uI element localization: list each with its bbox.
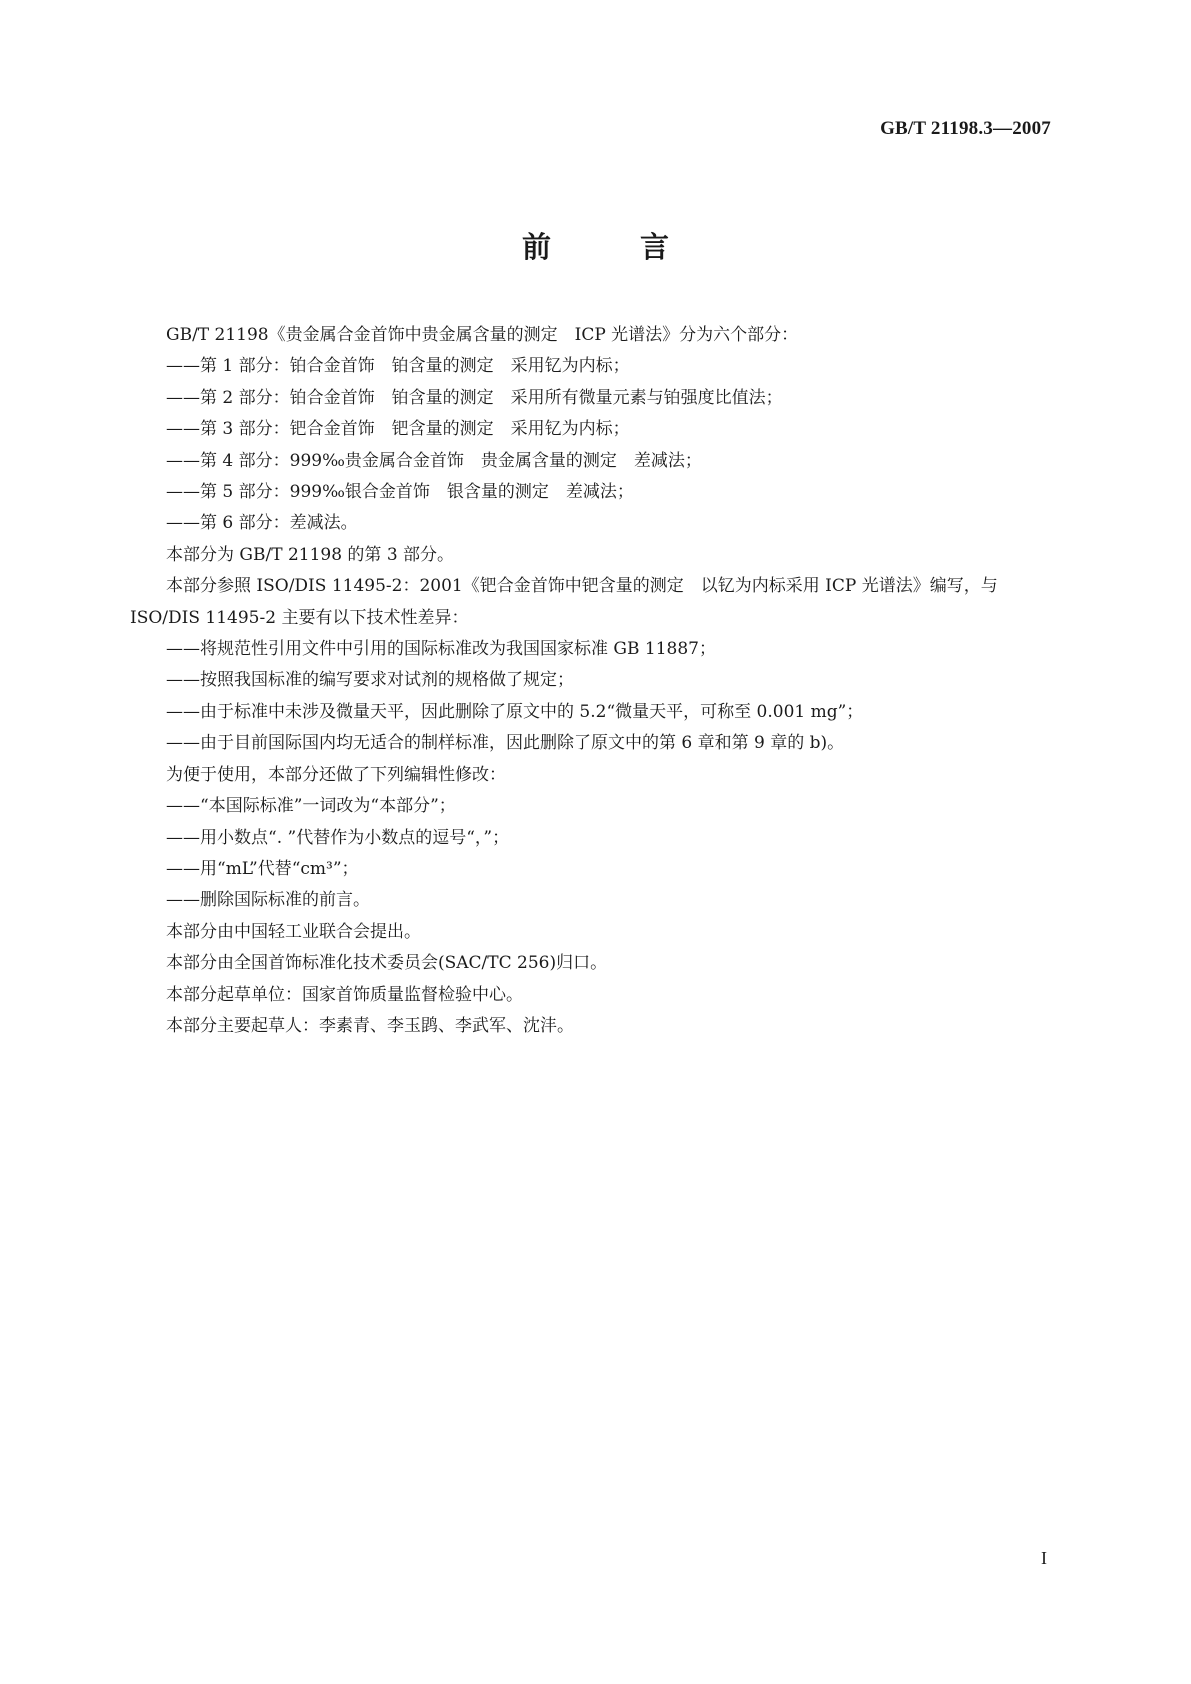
paragraph-reference: 本部分参照 ISO/DIS 11495-2：2001《钯合金首饰中钯含量的测定 以钇为内标采用 ICP 光谱法》编写，与 ISO/DIS 11495-2 主要有以下技术性差异： [130,576,998,628]
list-item-difference-4: ——由于目前国际国内均无适合的制样标准，因此删除了原文中的第 6 章和第 9 章的 b)。 [166,733,845,754]
list-item-difference-1: ——将规范性引用文件中引用的国际标准改为我国国家标准 GB 11887； [166,639,716,660]
paragraph-drafting-unit: 本部分起草单位：国家首饰质量监督检验中心。 [166,984,523,1005]
paragraph-intro: GB/T 21198《贵金属合金首饰中贵金属含量的测定 ICP 光谱法》分为六个部分： [166,325,799,345]
list-item-part-5: ——第 5 部分：999‰银合金首饰 银含量的测定 差减法； [166,482,634,503]
paragraph-part-statement: 本部分为 GB/T 21198 的第 3 部分。 [166,544,455,565]
list-item-part-1: ——第 1 部分：铂合金首饰 铂含量的测定 采用钇为内标； [166,356,630,377]
standard-code: GB/T 21198.3—2007 [880,118,1051,139]
list-item-editorial-2: ——用小数点“. ”代替作为小数点的逗号“，”； [166,827,510,848]
list-item-part-2: ——第 2 部分：铂合金首饰 铂含量的测定 采用所有微量元素与铂强度比值法； [166,387,783,408]
paragraph-editorial: 为便于使用，本部分还做了下列编辑性修改： [166,764,506,785]
list-item-part-6: ——第 6 部分：差减法。 [166,513,358,534]
paragraph-centralized-by: 本部分由全国首饰标准化技术委员会(SAC/TC 256)归口。 [166,953,608,974]
paragraph-proposed-by: 本部分由中国轻工业联合会提出。 [166,921,421,942]
list-item-part-4: ——第 4 部分：999‰贵金属合金首饰 贵金属含量的测定 差减法； [166,450,702,471]
list-item-part-3: ——第 3 部分：钯合金首饰 钯含量的测定 采用钇为内标； [166,419,630,440]
document-body [130,320,1070,1042]
list-item-difference-3: ——由于标准中未涉及微量天平，因此删除了原文中的 5.2“微量天平，可称至 0.001 mg”； [166,701,864,722]
list-item-editorial-4: ——删除国际标准的前言。 [166,890,370,911]
paragraph-drafters: 本部分主要起草人：李素青、李玉鹍、李武军、沈沣。 [166,1015,574,1036]
list-item-editorial-1: ——“本国际标准”一词改为“本部分”； [166,796,456,817]
page-title: 前 言 [521,230,699,264]
list-item-difference-2: ——按照我国标准的编写要求对试剂的规格做了规定； [166,670,574,691]
page-number: I [1041,1548,1047,1568]
list-item-editorial-3: ——用“mL”代替“cm³”； [166,858,359,879]
